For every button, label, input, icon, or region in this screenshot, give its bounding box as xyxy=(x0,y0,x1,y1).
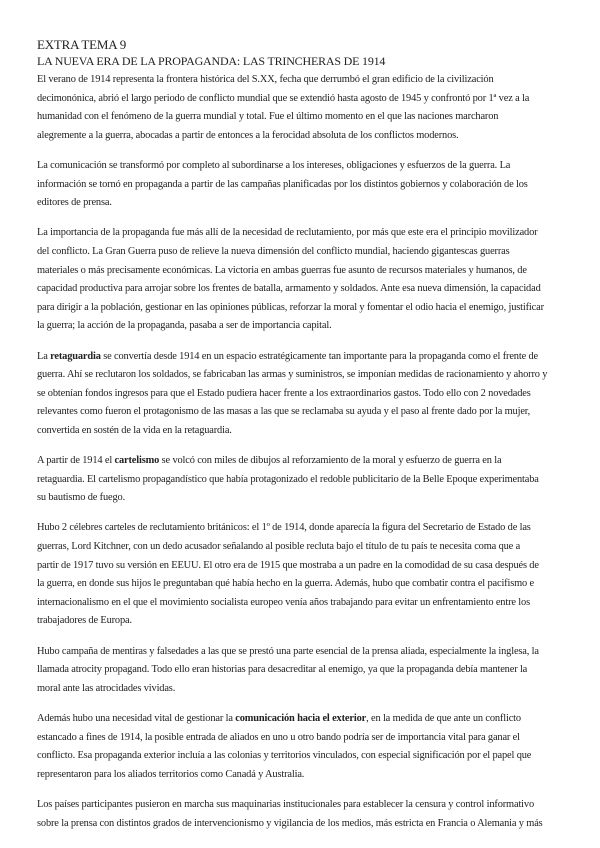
text-line xyxy=(37,747,577,766)
text-line xyxy=(37,612,577,631)
text-line xyxy=(37,71,577,90)
text-segment: Hubo 2 célebres carteles de reclutamiento británicos: el 1º de 1914, donde aparecía la figura del Secretario de Estado de las xyxy=(37,522,531,534)
text-line xyxy=(37,815,577,834)
text-segment: materiales o más precisamente económicas. La victoria en ambas guerras fue asunto de recursos materiales y humanos, de xyxy=(37,264,527,276)
text-segment: capacidad productiva para arrojar sobre los frentes de batalla, armamento y soldados. Ante esa nueva dimensión, la capacidad xyxy=(37,283,541,295)
text-segment: conflicto. Esa propaganda exterior incluía a las colonias y territorios vinculados, con especial significación por el papel que xyxy=(37,750,532,762)
text-line xyxy=(37,710,577,729)
text-segment: representaron para los aliados territorios como Canadá y Australia. xyxy=(37,768,305,780)
text-segment: Hubo campaña de mentiras y falsedades a las que se prestó una parte esencial de la prensa aliada, especialmente la inglesa, la xyxy=(37,645,539,657)
document-subtitle: LA NUEVA ERA DE LA PROPAGANDA: LAS TRINCHERAS DE 1914 xyxy=(37,54,386,68)
text-line xyxy=(37,766,577,785)
text-segment: su bautismo de fuego. xyxy=(37,492,126,504)
paragraph xyxy=(37,71,577,145)
text-line xyxy=(37,299,577,318)
text-line xyxy=(37,519,577,538)
text-segment: La xyxy=(37,350,51,362)
text-segment: La comunicación se transformó por completo al subordinarse a los intereses, obligaciones y esfuerzos de la guerra. La xyxy=(37,159,511,171)
text-line xyxy=(37,538,577,557)
paragraph xyxy=(37,224,577,336)
text-segment: humanidad con el fenómeno de la guerra mundial y total. Fue el último momento en el que las naciones marcharon xyxy=(37,111,499,123)
text-segment: trabajadores de Europa. xyxy=(37,615,132,627)
text-segment: para dirigir a la población, gestionar en las opiniones públicas, reforzar la moral y fomentar el odio hacia el enemigo, justificar xyxy=(37,301,544,313)
text-line xyxy=(37,471,577,490)
text-segment: alegremente a la guerra, abocadas a partir de entonces a la ferocidad absoluta de los conflictos modernos. xyxy=(37,129,459,141)
text-segment: decimonónica, abrió el largo periodo de conflicto mundial que se extendió hasta agosto de 1945 y confrontó por 1ª vez a la xyxy=(37,92,530,104)
text-line xyxy=(37,422,577,441)
text-line xyxy=(37,680,577,699)
text-segment: se obtenían fondos ingresos para que el Estado pudiera hacer frente a los extraordinarios gastos. Todo ello con 2 novedades xyxy=(37,387,531,399)
text-segment: A partir de 1914 el xyxy=(37,455,115,467)
text-segment: El verano de 1914 representa la frontera histórica del S.XX, fecha que derrumbó el gran edificio de la civilización xyxy=(37,74,494,85)
text-line xyxy=(37,194,577,213)
text-line xyxy=(37,317,577,336)
text-line xyxy=(37,157,577,176)
text-segment: editores de prensa. xyxy=(37,197,112,209)
text-line xyxy=(37,366,577,385)
text-line xyxy=(37,108,577,127)
text-line xyxy=(37,661,577,680)
text-segment: llamada atrocity propagand. Todo ello eran historias para desacreditar al enemigo, ya que la propaganda debía mantener la xyxy=(37,664,528,676)
text-line xyxy=(37,176,577,195)
text-line xyxy=(37,280,577,299)
paragraph xyxy=(37,796,577,833)
text-line xyxy=(37,796,577,815)
text-segment: partir de 1917 tuvo su versión en EEUU. El otro era de 1915 que mostraba a un padre en la comodidad de su casa después de xyxy=(37,559,539,571)
text-line xyxy=(37,348,577,367)
text-segment: relevantes como fueron el protagonismo de las masas a las que se reclamaba su ayuda y el paso al frente dado por la mujer, xyxy=(37,406,531,418)
text-segment: moral ante las atrocidades vividas. xyxy=(37,682,176,694)
text-line xyxy=(37,729,577,748)
text-segment: Los países participantes pusieron en marcha sus maquinarias institucionales para establecer la censura y control informativo xyxy=(37,798,535,810)
text-segment: estancado a fines de 1914, la posible entrada de aliados en uno u otro bando podría ser de importancia vital para ganar el xyxy=(37,731,520,743)
text-line xyxy=(37,452,577,471)
text-line xyxy=(37,127,577,146)
paragraph xyxy=(37,157,577,213)
paragraph xyxy=(37,452,577,508)
document-title: EXTRA TEMA 9 xyxy=(37,37,127,52)
text-segment: la guerra; la acción de la propaganda, pasaba a ser de importancia capital. xyxy=(37,320,332,332)
bold-term: retaguardia xyxy=(50,350,101,362)
text-segment: información se tornó en propaganda a partir de las campañas planificadas por los distintos gobiernos y colaboración de los xyxy=(37,178,528,190)
text-line xyxy=(37,403,577,422)
document-page xyxy=(37,36,577,845)
text-segment: La importancia de la propaganda fue más allí de la necesidad de reclutamiento, por más que este era el principio movilizador xyxy=(37,227,538,239)
text-segment: retaguardia. El cartelismo propagandístico que había protagonizado el redoble publicitario de la Belle Epoque experimentaba xyxy=(37,473,539,485)
text-segment: sobre la prensa con distintos grados de intervencionismo y vigilancia de los medios, más estricta en Francia o Alemania y más xyxy=(37,817,543,829)
paragraph xyxy=(37,348,577,441)
bold-term: comunicación hacia el exterior xyxy=(235,712,367,724)
text-segment: la guerra, en donde sus hijos le preguntaban qué había hecho en la guerra. Además, hubo que combatir contra el pacifismo e xyxy=(37,578,535,590)
text-line xyxy=(37,90,577,109)
text-segment: convertida en sostén de la vida en la retaguardia. xyxy=(37,424,232,436)
paragraph xyxy=(37,710,577,784)
text-segment: guerra. Ahí se reclutaron los soldados, se fabricaban las armas y suministros, se imponían medidas de racionamiento y ahorro y xyxy=(37,369,548,381)
text-line xyxy=(37,385,577,404)
text-line xyxy=(37,594,577,613)
text-segment: se convertía desde 1914 en un espacio estratégicamente tan importante para la propaganda como el frente de xyxy=(100,350,538,362)
text-line xyxy=(37,575,577,594)
bold-term: cartelismo xyxy=(114,455,160,467)
text-segment: internacionalismo en el que el movimiento socialista europeo venía años trabajando para evitar un enfrentamiento entre los xyxy=(37,596,530,608)
text-segment: del conflicto. La Gran Guerra puso de relieve la nueva dimensión del conflicto mundial, haciendo gigantescas guerras xyxy=(37,245,510,257)
text-segment: se volcó con miles de dibujos al reforzamiento de la moral y esfuerzo de guerra en la xyxy=(159,455,502,467)
text-segment: Además hubo una necesidad vital de gestionar la xyxy=(37,712,236,724)
text-line xyxy=(37,489,577,508)
document-body xyxy=(37,71,577,833)
text-line xyxy=(37,643,577,662)
paragraph xyxy=(37,519,577,631)
text-segment: guerras, Lord Kitchner, con un dedo acusador señalando al posible recluta bajo el título de tu país te necesita coma que a xyxy=(37,541,521,553)
text-segment: , en la medida de que ante un conflicto xyxy=(366,712,521,724)
text-line xyxy=(37,557,577,576)
text-line xyxy=(37,243,577,262)
text-line xyxy=(37,224,577,243)
text-line xyxy=(37,262,577,281)
paragraph xyxy=(37,643,577,699)
